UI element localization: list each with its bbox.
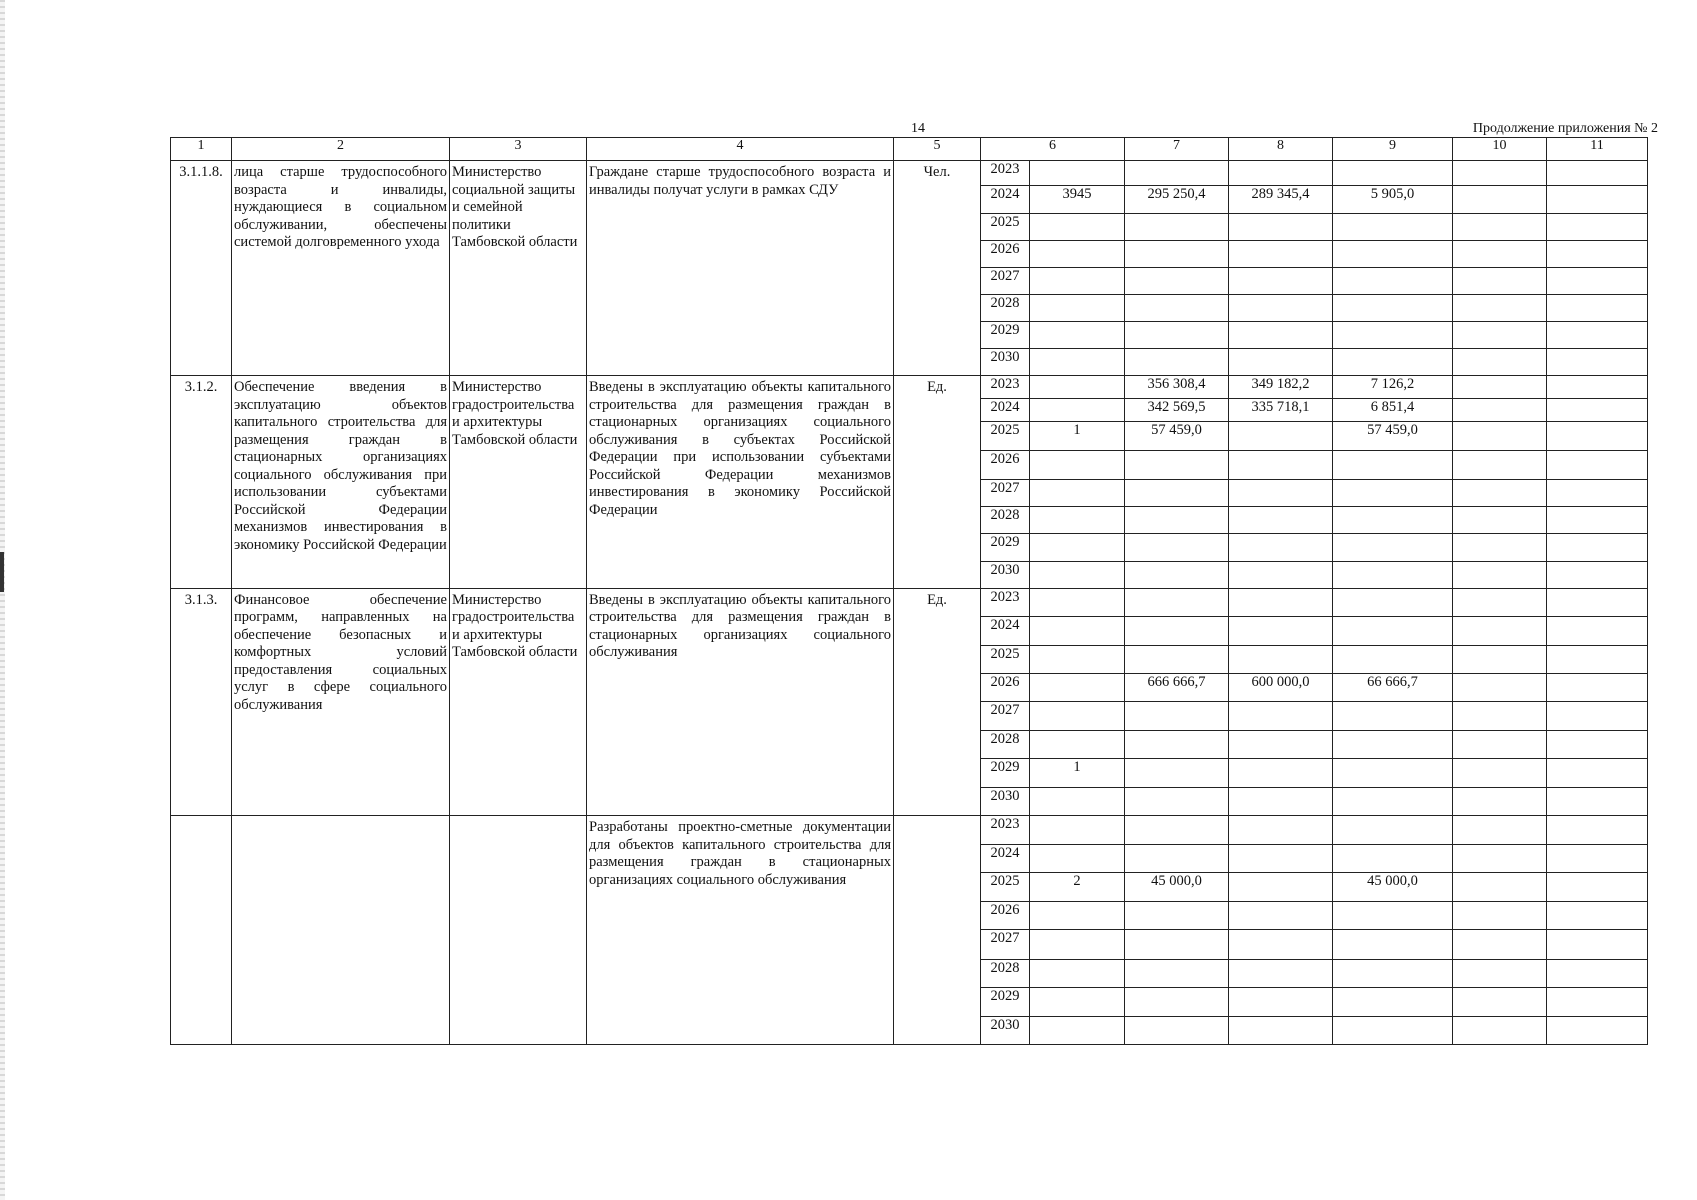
value-cell-10 [1453, 702, 1547, 731]
value-cell-7: 666 666,7 [1125, 673, 1229, 701]
value-cell-10 [1453, 506, 1547, 533]
ministry-cell-text [450, 816, 586, 819]
value-cell-9 [1333, 241, 1453, 268]
value-cell-6 [1030, 322, 1125, 349]
value-cell-8 [1229, 1016, 1333, 1044]
value-cell-7 [1125, 816, 1229, 845]
value-cell-8 [1229, 241, 1333, 268]
value-cell-11 [1547, 421, 1648, 450]
table-row [171, 816, 1648, 845]
unit-cell [894, 161, 981, 376]
value-cell-9 [1333, 616, 1453, 645]
value-cell-9 [1333, 450, 1453, 479]
value-cell-11 [1547, 816, 1648, 845]
value-cell-11 [1547, 731, 1648, 759]
value-cell-8 [1229, 930, 1333, 959]
value-cell-8 [1229, 268, 1333, 295]
result-cell-text: Введены в эксплуатацию объекты капитального строительства для размещения граждан в стационарных организациях социального обслуживания [589, 591, 891, 661]
value-cell-11 [1547, 788, 1648, 816]
value-cell-8 [1229, 845, 1333, 873]
value-cell-9 [1333, 959, 1453, 987]
code-cell-text [171, 816, 231, 819]
description-cell [232, 161, 450, 376]
value-cell-7 [1125, 506, 1229, 533]
value-cell-10 [1453, 241, 1547, 268]
value-cell-9 [1333, 588, 1453, 616]
unit-cell [894, 588, 981, 815]
value-cell-9 [1333, 295, 1453, 322]
value-cell-10 [1453, 959, 1547, 987]
code-cell [171, 376, 232, 588]
value-cell-8 [1229, 987, 1333, 1016]
value-cell-11 [1547, 506, 1648, 533]
value-cell-6 [1030, 616, 1125, 645]
value-cell-10 [1453, 161, 1547, 186]
value-cell-6 [1030, 561, 1125, 588]
value-cell-10 [1453, 376, 1547, 399]
description-cell-text [232, 816, 449, 819]
value-cell-9: 45 000,0 [1333, 873, 1453, 902]
value-cell-9: 6 851,4 [1333, 399, 1453, 421]
value-cell-10 [1453, 845, 1547, 873]
value-cell-10 [1453, 1016, 1547, 1044]
value-cell-7 [1125, 959, 1229, 987]
value-cell-10 [1453, 987, 1547, 1016]
appendix-note: Продолжение приложения № 2 [1472, 121, 1658, 136]
value-cell-10 [1453, 450, 1547, 479]
header-row [171, 138, 1648, 161]
value-cell-10 [1453, 399, 1547, 421]
value-cell-7 [1125, 987, 1229, 1016]
description-cell [232, 816, 450, 1045]
value-cell-7: 342 569,5 [1125, 399, 1229, 421]
value-cell-7 [1125, 1016, 1229, 1044]
value-cell-10 [1453, 645, 1547, 673]
year-cell: 2024 [981, 186, 1030, 214]
value-cell-9 [1333, 533, 1453, 561]
year-cell: 2028 [981, 959, 1030, 987]
description-cell-text: Обеспечение введения в эксплуатацию объектов капитального строительства для размещения граждан в стационарных организациях социального обслуживания при использовании субъектами Российской Федерации механизмов инвестирования в экономику Российской Федерации [234, 379, 447, 553]
ministry-cell-text: Министерство градостроительства и архитектуры Тамбовской области [452, 379, 578, 448]
value-cell-7 [1125, 533, 1229, 561]
code-cell-text: 3.1.1.8. [179, 164, 223, 181]
value-cell-11 [1547, 241, 1648, 268]
header-cell-1: 1 [171, 138, 232, 161]
value-cell-6 [1030, 399, 1125, 421]
value-cell-6 [1030, 241, 1125, 268]
value-cell-8 [1229, 450, 1333, 479]
value-cell-9: 5 905,0 [1333, 186, 1453, 214]
year-cell: 2029 [981, 533, 1030, 561]
value-cell-6 [1030, 533, 1125, 561]
year-cell: 2023 [981, 588, 1030, 616]
value-cell-6 [1030, 987, 1125, 1016]
header-cell-7: 7 [1125, 138, 1229, 161]
value-cell-7 [1125, 702, 1229, 731]
value-cell-8: 335 718,1 [1229, 399, 1333, 421]
value-cell-7: 45 000,0 [1125, 873, 1229, 902]
year-cell: 2024 [981, 399, 1030, 421]
value-cell-8 [1229, 759, 1333, 788]
value-cell-9 [1333, 268, 1453, 295]
value-cell-7: 57 459,0 [1125, 421, 1229, 450]
value-cell-8 [1229, 645, 1333, 673]
value-cell-6 [1030, 645, 1125, 673]
year-cell: 2026 [981, 673, 1030, 701]
unit-cell [894, 816, 981, 1045]
value-cell-8 [1229, 616, 1333, 645]
unit-cell-text: Ед. [927, 379, 947, 396]
description-cell-text: лица старше трудоспособного возраста и инвалиды, нуждающиеся в социальном обслуживании, обеспечены системой долговременного ухода [234, 164, 447, 251]
ministry-cell-text: Министерство градостроительства и архитектуры Тамбовской области [452, 591, 578, 661]
value-cell-9 [1333, 561, 1453, 588]
value-cell-9 [1333, 845, 1453, 873]
value-cell-7 [1125, 268, 1229, 295]
result-cell [587, 816, 894, 1045]
value-cell-10 [1453, 268, 1547, 295]
value-cell-7 [1125, 902, 1229, 930]
value-cell-7 [1125, 214, 1229, 241]
value-cell-6 [1030, 450, 1125, 479]
result-cell [587, 588, 894, 815]
value-cell-9 [1333, 930, 1453, 959]
ministry-cell [450, 161, 587, 376]
year-cell: 2024 [981, 616, 1030, 645]
value-cell-10 [1453, 561, 1547, 588]
value-cell-8 [1229, 873, 1333, 902]
code-cell [171, 588, 232, 815]
value-cell-8 [1229, 479, 1333, 506]
value-cell-8 [1229, 816, 1333, 845]
result-cell [587, 376, 894, 588]
header-cell-5: 5 [894, 138, 981, 161]
year-cell: 2027 [981, 268, 1030, 295]
value-cell-9 [1333, 902, 1453, 930]
value-cell-8: 289 345,4 [1229, 186, 1333, 214]
value-cell-6: 1 [1030, 759, 1125, 788]
value-cell-7 [1125, 930, 1229, 959]
value-cell-8 [1229, 731, 1333, 759]
value-cell-10 [1453, 873, 1547, 902]
value-cell-8 [1229, 902, 1333, 930]
year-cell: 2027 [981, 479, 1030, 506]
value-cell-7 [1125, 322, 1229, 349]
value-cell-7 [1125, 616, 1229, 645]
table-row [171, 588, 1648, 616]
code-cell [171, 816, 232, 1045]
header-cell-8: 8 [1229, 138, 1333, 161]
year-cell: 2028 [981, 295, 1030, 322]
value-cell-6 [1030, 788, 1125, 816]
value-cell-8 [1229, 588, 1333, 616]
year-cell: 2025 [981, 645, 1030, 673]
value-cell-7: 295 250,4 [1125, 186, 1229, 214]
value-cell-10 [1453, 930, 1547, 959]
value-cell-7 [1125, 479, 1229, 506]
value-cell-8 [1229, 214, 1333, 241]
value-cell-8 [1229, 161, 1333, 186]
value-cell-10 [1453, 533, 1547, 561]
value-cell-10 [1453, 759, 1547, 788]
value-cell-11 [1547, 561, 1648, 588]
value-cell-6: 3945 [1030, 186, 1125, 214]
value-cell-6 [1030, 161, 1125, 186]
value-cell-6 [1030, 702, 1125, 731]
value-cell-6 [1030, 673, 1125, 701]
scan-edge [0, 0, 5, 1200]
year-cell: 2026 [981, 450, 1030, 479]
value-cell-11 [1547, 322, 1648, 349]
value-cell-7 [1125, 295, 1229, 322]
value-cell-9 [1333, 349, 1453, 376]
unit-cell-text [894, 816, 980, 819]
header-cell-11: 11 [1547, 138, 1648, 161]
value-cell-9: 66 666,7 [1333, 673, 1453, 701]
value-cell-7 [1125, 450, 1229, 479]
value-cell-11 [1547, 759, 1648, 788]
value-cell-6 [1030, 268, 1125, 295]
value-cell-8 [1229, 506, 1333, 533]
value-cell-9 [1333, 479, 1453, 506]
value-cell-11 [1547, 479, 1648, 506]
table-row [171, 161, 1648, 186]
value-cell-9 [1333, 322, 1453, 349]
value-cell-9 [1333, 645, 1453, 673]
year-cell: 2030 [981, 1016, 1030, 1044]
value-cell-7 [1125, 645, 1229, 673]
value-cell-9 [1333, 816, 1453, 845]
ministry-cell-text: Министерство социальной защиты и семейной политики Тамбовской области [452, 164, 578, 251]
header-cell-9: 9 [1333, 138, 1453, 161]
value-cell-11 [1547, 616, 1648, 645]
year-cell: 2026 [981, 241, 1030, 268]
value-cell-10 [1453, 816, 1547, 845]
year-cell: 2029 [981, 759, 1030, 788]
year-cell: 2030 [981, 788, 1030, 816]
value-cell-11 [1547, 702, 1648, 731]
value-cell-6 [1030, 376, 1125, 399]
value-cell-8 [1229, 533, 1333, 561]
value-cell-11 [1547, 645, 1648, 673]
value-cell-10 [1453, 214, 1547, 241]
value-cell-8: 349 182,2 [1229, 376, 1333, 399]
value-cell-10 [1453, 349, 1547, 376]
value-cell-7 [1125, 241, 1229, 268]
scan-mark [0, 552, 4, 592]
value-cell-6 [1030, 506, 1125, 533]
header-cell-3: 3 [450, 138, 587, 161]
year-cell: 2024 [981, 845, 1030, 873]
year-cell: 2023 [981, 376, 1030, 399]
unit-cell-text: Ед. [927, 591, 947, 608]
value-cell-8 [1229, 322, 1333, 349]
value-cell-10 [1453, 673, 1547, 701]
year-cell: 2028 [981, 506, 1030, 533]
result-cell-text: Граждане старше трудоспособного возраста и инвалиды получат услуги в рамках СДУ [589, 164, 891, 198]
value-cell-8 [1229, 421, 1333, 450]
value-cell-6 [1030, 930, 1125, 959]
description-cell [232, 588, 450, 815]
year-cell: 2027 [981, 930, 1030, 959]
value-cell-10 [1453, 616, 1547, 645]
value-cell-6 [1030, 959, 1125, 987]
value-cell-6 [1030, 479, 1125, 506]
value-cell-11 [1547, 399, 1648, 421]
value-cell-9 [1333, 506, 1453, 533]
value-cell-8 [1229, 561, 1333, 588]
value-cell-11 [1547, 873, 1648, 902]
value-cell-11 [1547, 161, 1648, 186]
value-cell-10 [1453, 902, 1547, 930]
value-cell-8 [1229, 788, 1333, 816]
value-cell-10 [1453, 731, 1547, 759]
year-cell: 2029 [981, 322, 1030, 349]
year-cell: 2023 [981, 816, 1030, 845]
value-cell-8 [1229, 349, 1333, 376]
value-cell-11 [1547, 1016, 1648, 1044]
value-cell-9 [1333, 161, 1453, 186]
value-cell-8 [1229, 295, 1333, 322]
value-cell-6 [1030, 349, 1125, 376]
header-cell-6: 6 [981, 138, 1125, 161]
value-cell-11 [1547, 673, 1648, 701]
ministry-cell [450, 588, 587, 815]
value-cell-11 [1547, 845, 1648, 873]
value-cell-11 [1547, 268, 1648, 295]
value-cell-11 [1547, 186, 1648, 214]
value-cell-6 [1030, 816, 1125, 845]
ministry-cell [450, 376, 587, 588]
code-cell-text: 3.1.3. [184, 591, 218, 608]
value-cell-7 [1125, 349, 1229, 376]
ministry-cell [450, 816, 587, 1045]
unit-cell [894, 376, 981, 588]
value-cell-11 [1547, 588, 1648, 616]
value-cell-9 [1333, 214, 1453, 241]
value-cell-8 [1229, 702, 1333, 731]
value-cell-11 [1547, 930, 1648, 959]
year-cell: 2026 [981, 902, 1030, 930]
value-cell-8 [1229, 959, 1333, 987]
value-cell-9 [1333, 788, 1453, 816]
value-cell-9: 57 459,0 [1333, 421, 1453, 450]
code-cell-text: 3.1.2. [184, 379, 218, 396]
value-cell-11 [1547, 214, 1648, 241]
value-cell-9 [1333, 731, 1453, 759]
value-cell-11 [1547, 295, 1648, 322]
value-cell-10 [1453, 588, 1547, 616]
value-cell-6 [1030, 902, 1125, 930]
result-cell-text: Введены в эксплуатацию объекты капитального строительства для размещения граждан в стационарных организациях социального обслуживания в субъектах Российской Федерации при использовании субъектами Российской Федерации механизмов инвестирования в экономику Российской Федерации [589, 379, 891, 518]
value-cell-11 [1547, 987, 1648, 1016]
result-cell [587, 161, 894, 376]
value-cell-6 [1030, 1016, 1125, 1044]
year-cell: 2025 [981, 873, 1030, 902]
value-cell-10 [1453, 788, 1547, 816]
year-cell: 2023 [981, 161, 1030, 186]
year-cell: 2029 [981, 987, 1030, 1016]
value-cell-10 [1453, 479, 1547, 506]
year-cell: 2027 [981, 702, 1030, 731]
table-row [171, 376, 1648, 399]
value-cell-10 [1453, 421, 1547, 450]
year-cell: 2030 [981, 349, 1030, 376]
value-cell-7 [1125, 588, 1229, 616]
value-cell-6 [1030, 214, 1125, 241]
page-number: 14 [911, 121, 925, 136]
value-cell-7 [1125, 759, 1229, 788]
year-cell: 2030 [981, 561, 1030, 588]
value-cell-6: 1 [1030, 421, 1125, 450]
header-cell-4: 4 [587, 138, 894, 161]
value-cell-6 [1030, 845, 1125, 873]
value-cell-10 [1453, 186, 1547, 214]
value-cell-6 [1030, 588, 1125, 616]
year-cell: 2025 [981, 421, 1030, 450]
value-cell-7 [1125, 788, 1229, 816]
header-cell-10: 10 [1453, 138, 1547, 161]
value-cell-9 [1333, 759, 1453, 788]
value-cell-6 [1030, 295, 1125, 322]
value-cell-6 [1030, 731, 1125, 759]
value-cell-10 [1453, 322, 1547, 349]
year-cell: 2025 [981, 214, 1030, 241]
appendix-table [170, 137, 1648, 1045]
description-cell-text: Финансовое обеспечение программ, направленных на обеспечение безопасных и комфортных условий предоставления социальных услуг в сфере социального обслуживания [234, 591, 447, 713]
header-cell-2: 2 [232, 138, 450, 161]
value-cell-11 [1547, 533, 1648, 561]
result-cell-text: Разработаны проектно-сметные документации для объектов капитального строительства для размещения граждан в стационарных организациях социального обслуживания [589, 819, 891, 888]
value-cell-7 [1125, 731, 1229, 759]
value-cell-7: 356 308,4 [1125, 376, 1229, 399]
unit-cell-text: Чел. [923, 164, 951, 181]
value-cell-9: 7 126,2 [1333, 376, 1453, 399]
value-cell-9 [1333, 987, 1453, 1016]
value-cell-11 [1547, 349, 1648, 376]
value-cell-8: 600 000,0 [1229, 673, 1333, 701]
value-cell-11 [1547, 376, 1648, 399]
value-cell-7 [1125, 561, 1229, 588]
value-cell-11 [1547, 902, 1648, 930]
code-cell [171, 161, 232, 376]
value-cell-11 [1547, 959, 1648, 987]
value-cell-7 [1125, 161, 1229, 186]
year-cell: 2028 [981, 731, 1030, 759]
value-cell-7 [1125, 845, 1229, 873]
description-cell [232, 376, 450, 588]
value-cell-9 [1333, 1016, 1453, 1044]
value-cell-9 [1333, 702, 1453, 731]
value-cell-6: 2 [1030, 873, 1125, 902]
value-cell-10 [1453, 295, 1547, 322]
value-cell-11 [1547, 450, 1648, 479]
